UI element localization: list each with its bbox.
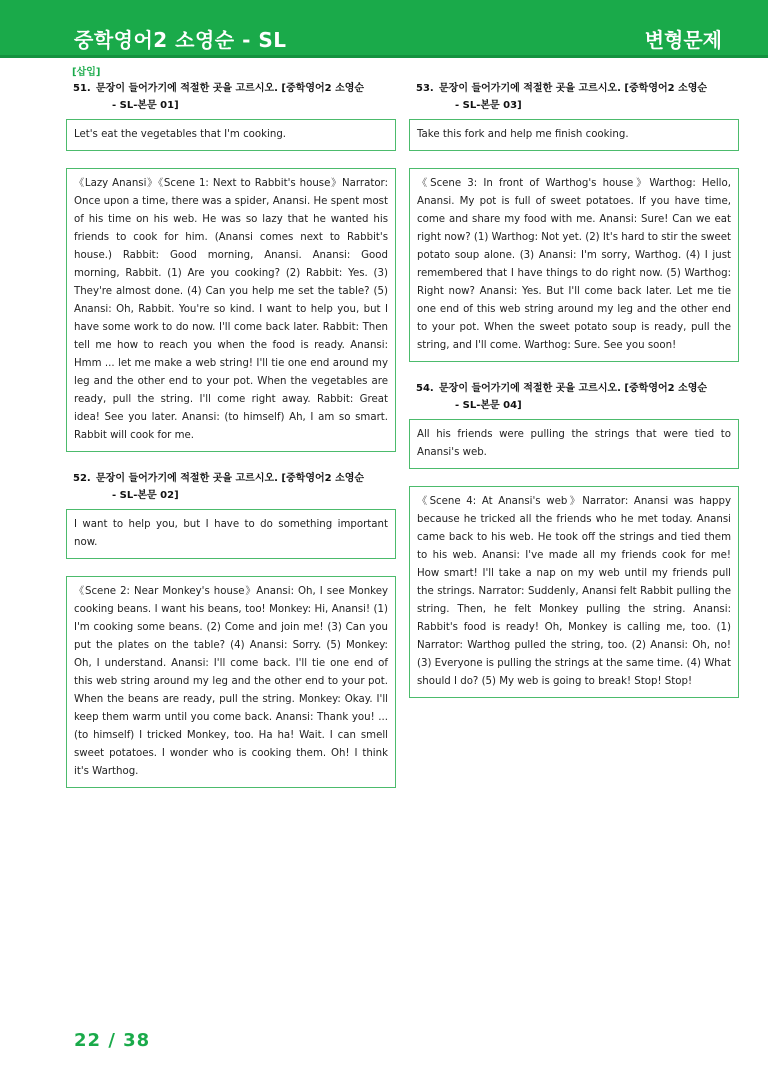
question-51 bbox=[66, 80, 396, 114]
question-number: 51. bbox=[73, 83, 91, 94]
header-category: 변형문제 bbox=[644, 28, 722, 52]
passage-box-51: 《Lazy Anansi》《Scene 1: Next to Rabbit's house》Narrator: Once upon a time, there was a spider, Anansi. He spent most of his time on his web. He was so lazy that he wanted his friends to cook for him. (Anansi comes next to Rabbit's house.) Rabbit: Good morning, Anansi. Anansi: Good morning, Rabbit. (1) Are you cooking? (2) Rabbit: Yes. (3) They're almost done. (4) Can you help me set the table? (5) Anansi: Oh, Rabbit. You're so kind. I want to help you, but I have some work to do now. I'll come back later. Rabbit: Then tell me how to reach you when the food is ready. Anansi: Hmm ... let me make a web string! I'll tie one end around my leg and the other end to your pot. When the vegetables are ready, pull the string. I'll come right away. Rabbit: Great idea! See you later. Anansi: (to himself) Ah, I am so smart. Rabbit will cook for me. bbox=[66, 168, 396, 452]
question-52 bbox=[66, 470, 396, 504]
question-54 bbox=[409, 380, 739, 414]
left-column bbox=[66, 66, 396, 788]
question-number: 53. bbox=[416, 83, 434, 94]
answer-box-53: Take this fork and help me finish cooking. bbox=[409, 119, 739, 151]
question-number: 54. bbox=[416, 383, 434, 394]
header-title: 중학영어2 소영순 - SL bbox=[74, 28, 287, 52]
question-source: - SL-본문 03] bbox=[455, 100, 522, 111]
answer-box-51: Let's eat the vegetables that I'm cooking. bbox=[66, 119, 396, 151]
question-number: 52. bbox=[73, 473, 91, 484]
question-text: 문장이 들어가기에 적절한 곳을 고르시오. [중학영어2 소영순 bbox=[439, 83, 708, 94]
passage-box-53: 《Scene 3: In front of Warthog's house》Warthog: Hello, Anansi. My pot is full of sweet potatoes. If you have time, come and share my food with me. Anansi: Sure! Can we eat right now? (1) Warthog: Not yet. (2) It's hard to stir the sweet potato soup alone. (3) Anansi: I'm sorry, Warthog. (4) I just remembered that I have things to do right now. (5) Warthog: Right now? Anansi: Yes. But I'll come back later. Let me tie one end of this web string around my leg and the other end to your pot. When the sweet potato soup is ready, pull the string, and I'll come. Warthog: Sure. See you soon! bbox=[409, 168, 739, 362]
question-source: - SL-본문 01] bbox=[112, 100, 179, 111]
question-source: - SL-본문 02] bbox=[112, 490, 179, 501]
right-column bbox=[409, 80, 739, 698]
question-53 bbox=[409, 80, 739, 114]
passage-box-54: 《Scene 4: At Anansi's web》Narrator: Anansi was happy because he tricked all the friends who he met today. Anansi came back to his web. He took off the strings and tied them to his web. Anansi: I've made all my friends cook for me! How smart! I'll take a nap on my web until my friends pull the strings. Narrator: Suddenly, Anansi felt Rabbit pulling the string. Then, he felt Monkey pulling the string. Anansi: Rabbit's food is ready! Oh, Monkey is calling me, too. (1) Narrator: Warthog pulled the string, too. (2) Anansi: Oh, no! (3) Everyone is pulling the strings at the same time. (4) What should I do? (5) My web is going to break! Stop! Stop! bbox=[409, 486, 739, 698]
question-source: - SL-본문 04] bbox=[455, 400, 522, 411]
question-text: 문장이 들어가기에 적절한 곳을 고르시오. [중학영어2 소영순 bbox=[439, 383, 708, 394]
section-tag: [삽입] bbox=[72, 67, 101, 78]
question-text: 문장이 들어가기에 적절한 곳을 고르시오. [중학영어2 소영순 bbox=[96, 83, 365, 94]
page-header bbox=[0, 0, 768, 58]
passage-box-52: 《Scene 2: Near Monkey's house》Anansi: Oh, I see Monkey cooking beans. I want his beans, too! Monkey: Hi, Anansi! (1) I'm cooking some beans. (2) Come and join me! (3) Can you put the plates on the table? (4) Anansi: Sorry. (5) Monkey: Oh, I understand. Anansi: I'll come back. I'll tie one end of this web string around my leg and the other end to your pot. When the beans are ready, pull the string. Monkey: Okay. I'll keep them warm until you come back. Anansi: Thank you! ... (to himself) I tricked Monkey, too. Ha ha! Wait. I can smell sweet potatoes. I wonder who is cooking them. Oh! I think it's Warthog. bbox=[66, 576, 396, 788]
answer-box-52: I want to help you, but I have to do something important now. bbox=[66, 509, 396, 559]
question-text: 문장이 들어가기에 적절한 곳을 고르시오. [중학영어2 소영순 bbox=[96, 473, 365, 484]
answer-box-54: All his friends were pulling the strings that were tied to Anansi's web. bbox=[409, 419, 739, 469]
page-number: 22 / 38 bbox=[74, 1030, 151, 1051]
